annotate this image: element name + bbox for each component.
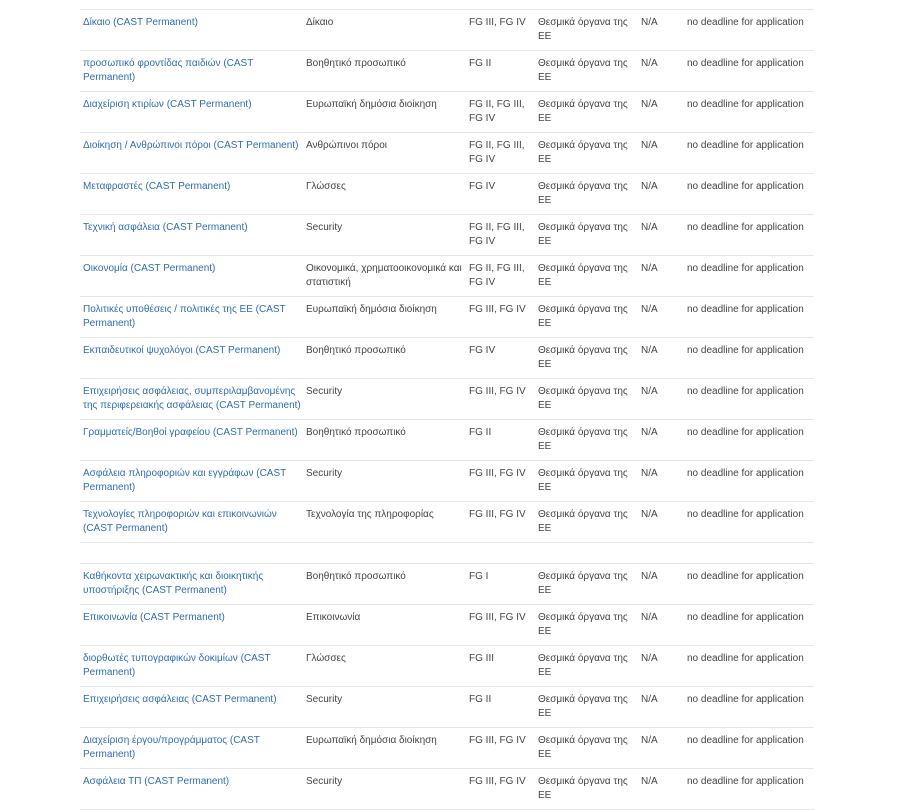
location-cell: N/A [641,181,658,192]
institution-cell: Θεσμικά όργανα της ΕΕ [538,571,628,596]
deadline-cell: no deadline for application [687,612,804,623]
domain-cell: Επικοινωνία [306,612,361,623]
location-cell: N/A [641,140,658,151]
job-title-link[interactable]: Οικονομία (CAST Permanent) [83,263,216,274]
table-row [80,461,814,502]
location-cell: N/A [641,653,658,664]
domain-cell: Security [306,386,343,397]
table-row [80,133,814,174]
domain-cell: Security [306,776,343,787]
location-cell: N/A [641,345,658,356]
deadline-cell: no deadline for application [687,181,804,192]
job-title-cell [83,139,305,153]
job-title-cell [83,344,305,358]
domain-cell: Ανθρώπινοι πόροι [306,140,388,151]
deadline-cell: no deadline for application [687,735,804,746]
table-row [80,174,814,215]
domain-cell: Γλώσσες [306,653,346,664]
deadline-cell: no deadline for application [687,263,804,274]
jobs-table-2 [80,563,814,810]
deadline-cell: no deadline for application [687,571,804,582]
grade-cell: FG III, FG IV [469,735,526,746]
grade-cell: FG III, FG IV [469,776,526,787]
job-title-cell [83,385,305,412]
institution-cell: Θεσμικά όργανα της ΕΕ [538,612,628,637]
institution-cell: Θεσμικά όργανα της ΕΕ [538,17,628,42]
location-cell: N/A [641,386,658,397]
location-cell: N/A [641,694,658,705]
domain-cell: Τεχνολογία της πληροφορίας [306,509,434,520]
table-row [80,51,814,92]
table-row [80,9,814,51]
institution-cell: Θεσμικά όργανα της ΕΕ [538,222,628,247]
institution-cell: Θεσμικά όργανα της ΕΕ [538,263,628,288]
deadline-cell: no deadline for application [687,386,804,397]
job-title-cell [83,180,305,194]
domain-cell: Security [306,222,343,233]
grade-cell: FG II, FG III, FG IV [469,222,525,247]
domain-cell: Βοηθητικό προσωπικό [306,58,406,69]
institution-cell: Θεσμικά όργανα της ΕΕ [538,345,628,370]
deadline-cell: no deadline for application [687,17,804,28]
deadline-cell: no deadline for application [687,776,804,787]
table-row [80,502,814,543]
domain-cell: Βοηθητικό προσωπικό [306,345,406,356]
deadline-cell: no deadline for application [687,653,804,664]
domain-cell: Ευρωπαϊκή δημόσια διοίκηση [306,99,437,110]
location-cell: N/A [641,58,658,69]
domain-cell: Security [306,468,343,479]
table-row [80,297,814,338]
institution-cell: Θεσμικά όργανα της ΕΕ [538,653,628,678]
job-title-cell [83,652,305,679]
job-title-cell [83,693,305,707]
table-row [80,256,814,297]
location-cell: N/A [641,222,658,233]
job-title-link[interactable]: Διαχείριση κτιρίων (CAST Permanent) [83,99,252,110]
table-row [80,215,814,256]
job-title-link[interactable]: προσωπικό φροντίδας παιδιών (CAST Permanent) [83,58,254,83]
table-row [80,379,814,420]
table-row [80,646,814,687]
deadline-cell: no deadline for application [687,468,804,479]
grade-cell: FG II, FG III, FG IV [469,140,525,165]
domain-cell: Ευρωπαϊκή δημόσια διοίκηση [306,735,437,746]
deadline-cell: no deadline for application [687,140,804,151]
domain-cell: Γλώσσες [306,181,346,192]
location-cell: N/A [641,571,658,582]
grade-cell: FG II, FG III, FG IV [469,263,525,288]
jobs-table-1 [80,9,814,543]
grade-cell: FG III, FG IV [469,17,526,28]
job-title-cell [83,775,305,789]
job-title-cell [83,16,305,30]
job-title-link[interactable]: Επιχειρήσεις ασφάλειας, συμπεριλαμβανομένης της περιφερειακής ασφάλειας (CAST Permanent) [83,386,301,411]
job-title-cell [83,467,305,494]
grade-cell: FG III, FG IV [469,509,526,520]
deadline-cell: no deadline for application [687,304,804,315]
job-title-cell [83,262,305,276]
domain-cell: Security [306,694,343,705]
grade-cell: FG III, FG IV [469,386,526,397]
job-title-link[interactable]: Μεταφραστές (CAST Permanent) [83,181,231,192]
job-title-link[interactable]: διορθωτές τυπογραφικών δοκιμίων (CAST Permanent) [83,653,271,678]
institution-cell: Θεσμικά όργανα της ΕΕ [538,99,628,124]
table-row [80,338,814,379]
job-title-link[interactable]: Ασφάλεια πληροφοριών και εγγράφων (CAST Permanent) [83,468,287,493]
location-cell: N/A [641,468,658,479]
institution-cell: Θεσμικά όργανα της ΕΕ [538,468,628,493]
deadline-cell: no deadline for application [687,99,804,110]
deadline-cell: no deadline for application [687,694,804,705]
grade-cell: FG II [469,694,492,705]
grade-cell: FG III [469,653,494,664]
table-row [80,563,814,605]
location-cell: N/A [641,263,658,274]
job-title-link[interactable]: Διοίκηση / Ανθρώπινοι πόροι (CAST Permanent) [83,140,299,151]
table-row [80,769,814,810]
location-cell: N/A [641,304,658,315]
grade-cell: FG IV [469,345,496,356]
job-title-cell [83,426,305,440]
domain-cell: Βοηθητικό προσωπικό [306,427,406,438]
grade-cell: FG III, FG IV [469,468,526,479]
job-title-cell [83,221,305,235]
deadline-cell: no deadline for application [687,509,804,520]
domain-cell: Οικονομικά, χρηματοοικονομικά και στατιστική [306,263,462,288]
grade-cell: FG I [469,571,489,582]
table-row [80,420,814,461]
institution-cell: Θεσμικά όργανα της ΕΕ [538,509,628,534]
grade-cell: FG III, FG IV [469,304,526,315]
job-title-cell [83,734,305,761]
grade-cell: FG II [469,58,492,69]
location-cell: N/A [641,17,658,28]
location-cell: N/A [641,99,658,110]
deadline-cell: no deadline for application [687,345,804,356]
location-cell: N/A [641,735,658,746]
job-title-link[interactable]: Επιχειρήσεις ασφάλειας (CAST Permanent) [83,694,277,705]
job-title-link[interactable]: Γραμματείς/Βοηθοί γραφείου (CAST Permanent) [83,427,298,438]
job-title-link[interactable]: Διαχείριση έργου/προγράμματος (CAST Permanent) [83,735,260,760]
job-title-cell [83,611,305,625]
institution-cell: Θεσμικά όργανα της ΕΕ [538,58,628,83]
deadline-cell: no deadline for application [687,427,804,438]
location-cell: N/A [641,427,658,438]
table-row [80,687,814,728]
institution-cell: Θεσμικά όργανα της ΕΕ [538,181,628,206]
institution-cell: Θεσμικά όργανα της ΕΕ [538,427,628,452]
deadline-cell: no deadline for application [687,58,804,69]
institution-cell: Θεσμικά όργανα της ΕΕ [538,735,628,760]
job-title-cell [83,57,305,84]
institution-cell: Θεσμικά όργανα της ΕΕ [538,304,628,329]
job-title-link[interactable]: Τεχνική ασφάλεια (CAST Permanent) [83,222,248,233]
job-title-link[interactable]: Δίκαιο (CAST Permanent) [83,17,198,28]
location-cell: N/A [641,509,658,520]
job-title-link[interactable]: Καθήκοντα χειρωνακτικής και διοικητικής υποστήριξης (CAST Permanent) [83,571,264,596]
location-cell: N/A [641,776,658,787]
institution-cell: Θεσμικά όργανα της ΕΕ [538,776,628,801]
job-title-link[interactable]: Ασφάλεια ΤΠ (CAST Permanent) [83,776,230,787]
table-row [80,728,814,769]
domain-cell: Δίκαιο [306,17,334,28]
grade-cell: FG II [469,427,492,438]
domain-cell: Ευρωπαϊκή δημόσια διοίκηση [306,304,437,315]
job-title-cell [83,303,305,330]
deadline-cell: no deadline for application [687,222,804,233]
table-row [80,92,814,133]
job-title-link[interactable]: Εκπαιδευτικοί ψυχολόγοι (CAST Permanent) [83,345,281,356]
table-row [80,605,814,646]
job-title-cell [83,98,305,112]
institution-cell: Θεσμικά όργανα της ΕΕ [538,694,628,719]
location-cell: N/A [641,612,658,623]
grade-cell: FG III, FG IV [469,612,526,623]
job-title-cell [83,508,305,535]
job-title-cell [83,570,305,597]
job-title-link[interactable]: Επικοινωνία (CAST Permanent) [83,612,225,623]
institution-cell: Θεσμικά όργανα της ΕΕ [538,386,628,411]
institution-cell: Θεσμικά όργανα της ΕΕ [538,140,628,165]
grade-cell: FG IV [469,181,496,192]
domain-cell: Βοηθητικό προσωπικό [306,571,406,582]
job-title-link[interactable]: Πολιτικές υποθέσεις / πολιτικές της ΕΕ (CAST Permanent) [83,304,286,329]
job-title-link[interactable]: Τεχνολογίες πληροφοριών και επικοινωνιών (CAST Permanent) [83,509,277,534]
grade-cell: FG II, FG III, FG IV [469,99,525,124]
